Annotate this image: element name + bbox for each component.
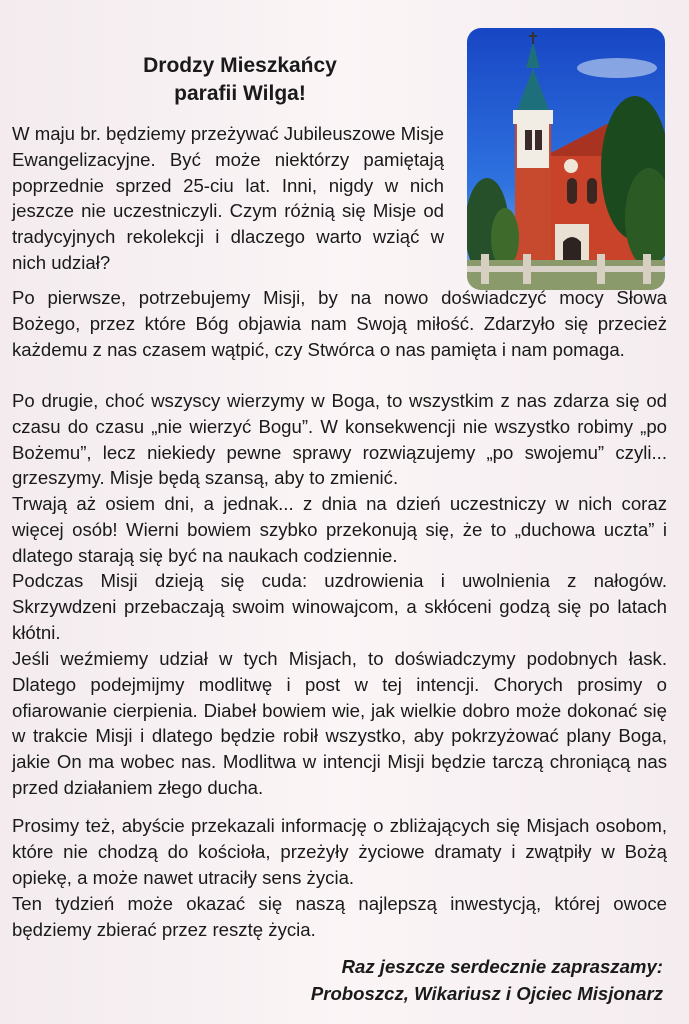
church-photo [467,28,665,290]
paragraph-investment: Ten tydzień może okazać się naszą najlepszą inwestycją, której owoce będziemy zbierać przez resztę życia. [12,893,667,940]
title-line-1: Drodzy Mieszkańcy [143,54,337,77]
paragraph-prayer: Jeśli weźmiemy udział w tych Misjach, to doświadczymy podobnych łask. Dlatego podejmijmy modlitwę i post w tej intencji. Chorych prosimy o ofiarowanie cierpienia. Diabeł bowiem wie, jak wielkie dobro może dokonać się w trakcie Misji i dlatego będzie robił wszystko, aby pokrzyżować plany Boga, jakie On ma wobec nas. Modlitwa w intencji Misji będzie tarczą chroniącą nas przed działaniem złego ducha. [12,648,667,798]
paragraph-invite-others: Prosimy też, abyście przekazali informację o zbliżających się Misjach osobom, które nie chodzą do kościoła, przeżyły życiowe dramaty i zwątpiły w Bożą opiekę, a może nawet utraciły sens życia. [12,815,667,888]
paragraph-intro: W maju br. będziemy przeżywać Jubileuszowe Misje Ewangelizacyjne. Być może niektórzy pamiętają poprzednie sprzed 25-ciu lat. Inni, nigdy w nich jeszcze nie uczestniczyli. Czym różnią się Misje od tradycyjnych rekolekcji i dlaczego warto wziąć w nich udział? [12,123,444,273]
paragraph-miracles: Podczas Misji dzieją się cuda: uzdrowienia i uwolnienia z nałogów. Skrzywdzeni przebaczają swoim winowajcom, a skłóceni godzą się po latach kłótni. [12,570,667,643]
paragraph-second-reason: Po drugie, choć wszyscy wierzymy w Boga, to wszystkim z nas zdarza się od czasu do czasu „nie wierzyć Bogu”. W konsekwencji nie wszystko robimy „po Bożemu”, lecz niekiedy pewne sprawy rozwiązujemy „po swojemu” czyli... grzeszymy. Misje będą szansą, aby to zmienić. [12,390,667,489]
paragraph-duration: Trwają aż osiem dni, a jednak... z dnia na dzień uczestniczy w nich coraz więcej osób! Wierni bowiem szybko przekonują się, że to „duchowa uczta” i dlatego starają się być na naukach codziennie. [12,493,667,566]
signature-line-1: Raz jeszcze serdecznie zapraszamy: [341,956,663,977]
church-illustration [467,28,665,290]
page-title [100,52,380,108]
signature-line-2: Proboszcz, Wikariusz i Ojciec Misjonarz [310,983,663,1004]
title-line-2: parafii Wilga! [174,82,306,105]
signature [243,953,663,1007]
paragraph-first-reason: Po pierwsze, potrzebujemy Misji, by na nowo doświadczyć mocy Słowa Bożego, przez które Bóg objawia nam Swoją miłość. Zdarzyło się przecież każdemu z nas czasem wątpić, czy Stwórca o nas pamięta i nam pomaga. [12,287,667,360]
